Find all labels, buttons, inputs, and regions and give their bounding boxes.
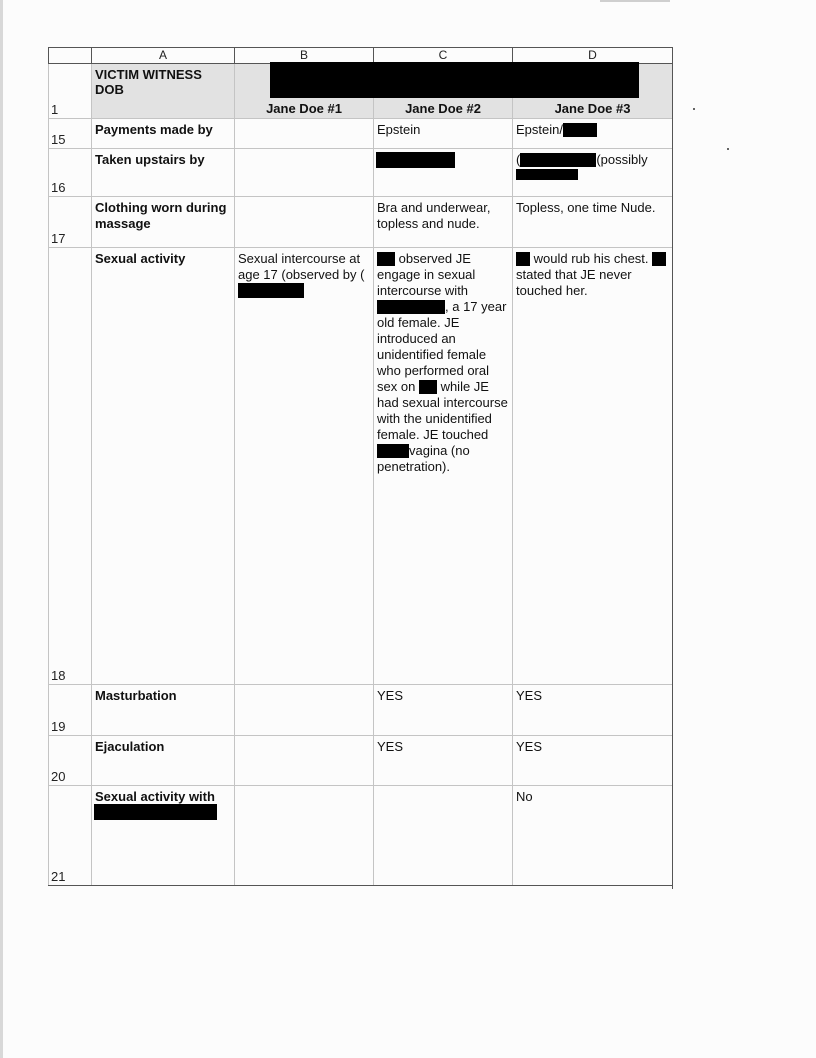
row-label: Sexual activity with — [95, 789, 215, 804]
cell-text: YES — [377, 688, 404, 703]
row-label: Payments made by — [95, 122, 213, 137]
cell-text: YES — [516, 688, 543, 703]
jane-doe-3-cell — [513, 786, 673, 886]
jane-doe-1-cell — [235, 119, 374, 149]
row-number: 19 — [51, 719, 66, 734]
jane-doe-1-cell — [235, 248, 374, 685]
cell-text — [235, 149, 373, 152]
column-header-a: A — [92, 48, 235, 64]
jane-doe-3-cell — [513, 736, 673, 786]
cell-text-part: (possibly — [596, 152, 648, 167]
jane-doe-3-header: Jane Doe #3 — [554, 101, 631, 116]
table-row — [49, 736, 673, 786]
jane-doe-2-header: Jane Doe #2 — [405, 101, 481, 116]
cell-text — [513, 119, 672, 138]
label-cell — [92, 685, 235, 736]
cell-text — [374, 786, 512, 789]
redaction-box — [652, 252, 666, 266]
label-cell — [92, 736, 235, 786]
jane-doe-1-cell — [235, 786, 374, 886]
header-title-cell — [92, 64, 235, 119]
cell-text-part: ( — [360, 267, 365, 282]
cell-text-part: Sexual intercourse at age 17 (observed by — [238, 251, 361, 282]
cell-text: Bra and underwear, topless and nude. — [377, 200, 491, 231]
jane-doe-3-cell — [513, 248, 673, 685]
label-cell — [92, 119, 235, 149]
redaction-box-header — [270, 62, 639, 98]
row-label: Clothing worn during massage — [95, 200, 227, 231]
redaction-box — [94, 804, 217, 820]
cell-text: Topless, one time Nude. — [516, 200, 656, 215]
jane-doe-1-cell — [235, 149, 374, 197]
row-number-cell — [49, 119, 92, 149]
cell-text-part: Epstein/ — [516, 122, 563, 137]
row-number-cell — [49, 197, 92, 248]
jane-doe-2-cell — [374, 736, 513, 786]
row-number: 1 — [51, 102, 59, 117]
cell-text: No — [516, 789, 533, 804]
redaction-box — [377, 300, 445, 314]
redaction-box — [238, 283, 304, 298]
redaction-box — [377, 252, 395, 266]
cell-text: Epstein — [377, 122, 421, 137]
cell-text-part: ( — [516, 152, 521, 167]
jane-doe-2-cell — [374, 149, 513, 197]
jane-doe-2-cell — [374, 685, 513, 736]
redaction-box — [419, 380, 437, 394]
cell-text-part: while JE had sexual intercourse with the unidentified female. JE touched — [377, 379, 508, 442]
row-label: Masturbation — [95, 688, 177, 703]
label-cell — [92, 149, 235, 197]
row-number: 15 — [51, 132, 66, 147]
column-header-b: B — [235, 48, 374, 64]
cell-text — [374, 248, 512, 475]
row-number: 18 — [51, 668, 66, 683]
label-cell — [92, 786, 235, 886]
row-number-cell — [49, 248, 92, 685]
cell-text-part: stated that JE never touched her. — [516, 267, 632, 298]
redaction-box — [516, 252, 530, 266]
corner-cell — [49, 48, 92, 64]
row-label: Ejaculation — [95, 739, 165, 754]
row-number: 21 — [51, 869, 66, 884]
header-title: VICTIM WITNESS DOB — [95, 67, 202, 97]
cell-text — [235, 248, 373, 299]
redaction-box — [376, 152, 455, 168]
cell-text: YES — [516, 739, 543, 754]
jane-doe-3-cell — [513, 119, 673, 149]
jane-doe-3-cell — [513, 685, 673, 736]
row-number-cell — [49, 685, 92, 736]
jane-doe-2-cell — [374, 248, 513, 685]
jane-doe-3-cell — [513, 197, 673, 248]
row-number-cell — [49, 149, 92, 197]
column-header-c: C — [374, 48, 513, 64]
table-row — [49, 119, 673, 149]
table-row — [49, 149, 673, 197]
row-number: 16 — [51, 180, 66, 195]
redaction-box — [377, 444, 409, 458]
jane-doe-2-cell — [374, 786, 513, 886]
row-number-cell — [49, 64, 92, 119]
jane-doe-2-cell — [374, 197, 513, 248]
redaction-box — [516, 169, 578, 180]
cell-text-part: would rub his chest. — [533, 251, 649, 266]
stray-mark — [727, 148, 729, 150]
jane-doe-3-cell — [513, 149, 673, 197]
cell-text-part: vagina (no penetration). — [377, 443, 470, 474]
cell-text — [235, 736, 373, 739]
table-row — [49, 685, 673, 736]
row-number: 17 — [51, 231, 66, 246]
cell-text — [235, 685, 373, 688]
cell-text — [513, 149, 672, 168]
jane-doe-1-cell — [235, 736, 374, 786]
redaction-box — [563, 123, 597, 137]
table-right-border — [672, 47, 673, 889]
row-label: Taken upstairs by — [95, 152, 205, 167]
jane-doe-2-cell — [374, 119, 513, 149]
cell-text-part: , a 17 year old female. JE introduced an unidentified female who performed oral sex on — [377, 299, 507, 394]
column-header-d: D — [513, 48, 673, 64]
jane-doe-1-cell — [235, 197, 374, 248]
scan-edge-left — [0, 0, 3, 1058]
cell-text: YES — [377, 739, 404, 754]
redaction-box — [520, 153, 596, 167]
table-row — [49, 248, 673, 685]
cell-text — [235, 786, 373, 789]
row-label: Sexual activity — [95, 251, 186, 266]
row-number: 20 — [51, 769, 66, 784]
label-cell — [92, 197, 235, 248]
row-number-cell — [49, 786, 92, 886]
label-cell — [92, 248, 235, 685]
table-row — [49, 786, 673, 886]
spreadsheet-table — [48, 47, 673, 886]
table-row — [49, 197, 673, 248]
cell-text-part: observed JE engage in sexual intercourse with — [377, 251, 476, 298]
cell-text — [513, 248, 672, 299]
cell-text — [235, 119, 373, 122]
cell-text — [235, 197, 373, 200]
row-number-cell — [49, 736, 92, 786]
jane-doe-1-header: Jane Doe #1 — [266, 101, 342, 116]
stray-mark — [693, 108, 695, 110]
jane-doe-1-cell — [235, 685, 374, 736]
scan-edge-top — [600, 0, 670, 2]
